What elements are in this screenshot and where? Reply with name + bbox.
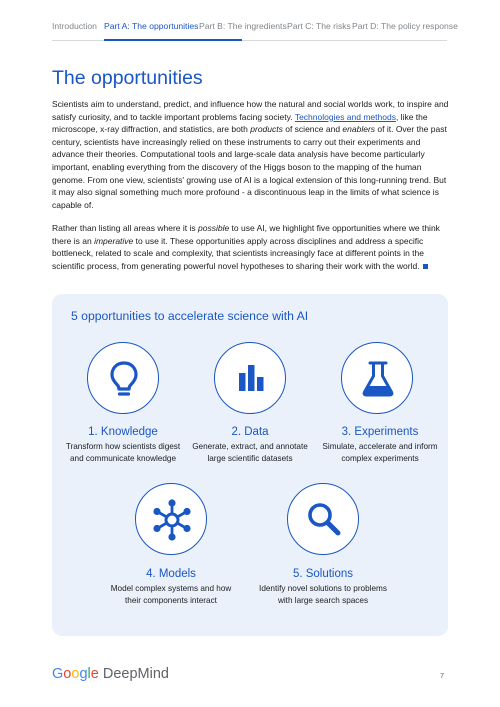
- logo-letter: o: [71, 666, 80, 682]
- nav-item-introduction[interactable]: Introduction: [52, 21, 97, 31]
- page-title: The opportunities: [52, 67, 203, 89]
- end-mark-icon: [423, 264, 428, 269]
- para2-text-3: to use it. These opportunities apply across disciplines and address a specific bottleneck, related to scale and complexity, that scientists increasingly face at different points in the scientific process, from generating powerful novel hypotheses to sharing their work with the world.: [52, 235, 424, 271]
- opportunity-description: Transform how scientists digest and communicate knowledge: [65, 442, 181, 463]
- bar-chart-icon: [214, 342, 286, 414]
- logo-letter: g: [79, 666, 88, 682]
- para1-text-1: Scientists aim to understand, predict, and influence how the natural and social worlds work, to inspire and satisfy curiosity, and to tackle important problems facing society.: [52, 99, 449, 122]
- logo-letter: e: [90, 666, 99, 682]
- para2-emphasis-possible: possible: [198, 223, 230, 233]
- para1-emphasis-products: products: [250, 124, 283, 135]
- network-icon: [135, 483, 207, 555]
- logo-letter: o: [63, 666, 72, 682]
- nav-item-part-a[interactable]: Part A: The opportunities: [104, 21, 199, 31]
- search-icon: [287, 483, 359, 555]
- flask-icon: [341, 342, 413, 414]
- para1-text-3: of science and: [282, 124, 343, 135]
- para1-emphasis-enablers: enablers: [342, 124, 376, 135]
- para1-text-4: of it. Over the past century, scientists have increasingly relied on these instruments to carry out their experiments and advance their theories. Computational tools and large-scale data analysis have become particularly important, enabling everything from the discovery of the Higgs boson to the mapping of the human genome. From one view, scientists' growing use of AI is a logical extension of this long-running trend. But it may also signal something much more profound - a discontinuous leap in the limits of what science is capable of.: [52, 124, 447, 210]
- opportunities-panel: [52, 294, 448, 636]
- logo-google-wordmark: [52, 666, 99, 682]
- nav-item-part-c[interactable]: Part C: The risks: [287, 21, 351, 31]
- lightbulb-icon: [87, 342, 159, 414]
- page-number: 7: [440, 671, 445, 680]
- nav-item-part-b[interactable]: Part B: The ingredients: [199, 21, 287, 31]
- section-nav: [52, 18, 458, 42]
- technologies-methods-link[interactable]: Technologies and methods: [294, 111, 396, 122]
- opportunities-paragraph: [52, 222, 450, 272]
- opportunity-description: Model complex systems and how their components interact: [110, 584, 232, 605]
- opportunity-description: Simulate, accelerate and inform complex experiments: [322, 442, 438, 463]
- opportunity-name: 1. Knowledge: [88, 426, 158, 438]
- nav-item-part-d[interactable]: Part D: The policy response: [352, 21, 458, 31]
- logo-letter: l: [87, 666, 91, 682]
- logo-letter: G: [52, 666, 64, 682]
- opportunity-description: Generate, extract, and annotate large scientific datasets: [192, 442, 308, 463]
- panel-title: 5 opportunities to accelerate science with AI: [71, 309, 309, 323]
- para2-text-2: to use AI, we highlight five opportunities where we think there is an: [52, 223, 440, 246]
- google-deepmind-logo: [52, 666, 169, 682]
- para1-text-2: , like the microscope, x-ray diffraction, and statistics, are both: [52, 111, 428, 135]
- para2-emphasis-imperative: imperative: [94, 235, 134, 246]
- opportunity-name: 5. Solutions: [292, 568, 354, 580]
- opportunity-description: Identify novel solutions to problems with large search spaces: [259, 584, 387, 605]
- nav-active-underline: [104, 39, 242, 41]
- opportunity-name: 3. Experiments: [341, 426, 419, 438]
- opportunity-name: 4. Models: [146, 568, 196, 580]
- para2-text-1: Rather than listing all areas where it is: [52, 223, 198, 233]
- opportunity-name: 2. Data: [231, 426, 269, 438]
- logo-deepmind-wordmark: DeepMind: [98, 666, 169, 682]
- intro-paragraph: [52, 98, 450, 211]
